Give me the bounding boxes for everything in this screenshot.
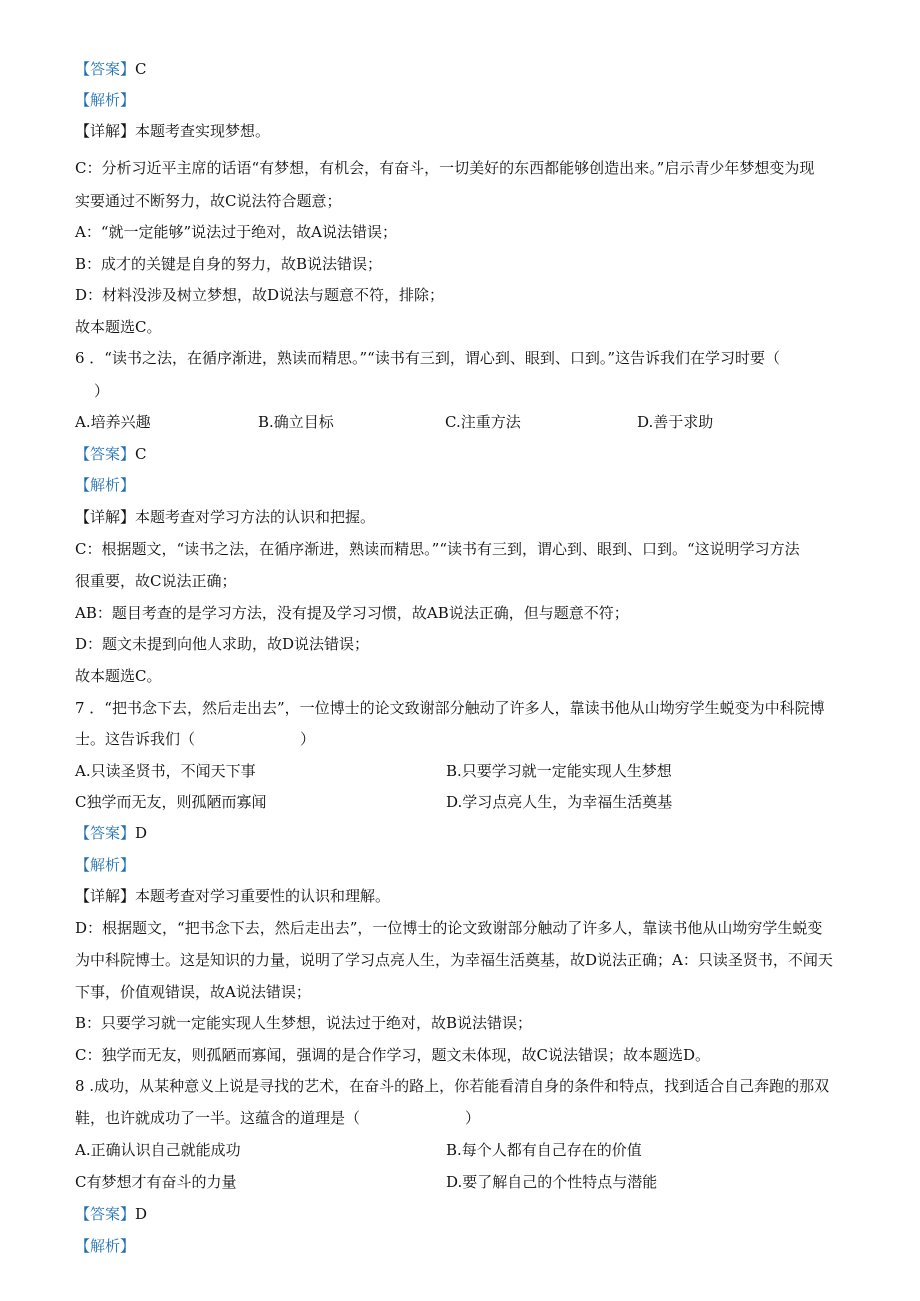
q5-detail: 本题考查实现梦想。 xyxy=(135,122,271,140)
q7-line-1: D：根据题文，“把书念下去，然后走出去”，一位博士的论文致谢部分触动了许多人，靠读书他从山坳穷学生蜕变 xyxy=(75,919,823,937)
q8-option-b: B.每个人都有自己存在的价值 xyxy=(446,1141,642,1159)
answer-tag: 【答案】 xyxy=(75,824,136,842)
q6-detail: 本题考查对学习方法的认识和把握。 xyxy=(135,508,376,526)
q8-answer: D xyxy=(135,1205,148,1223)
q8-option-c: C有梦想才有奋斗的力量 xyxy=(75,1173,237,1191)
analysis-tag: 【解析】 xyxy=(75,476,136,494)
q7-stem-2: 士。这告诉我们（ ） xyxy=(75,730,316,748)
q6-answer: C xyxy=(135,445,147,463)
q6-line-1: C：根据题文，“读书之法，在循序渐进，熟读而精思。”“读书有三到，谓心到、眼到、口到。“这说明学习方法 xyxy=(75,540,800,558)
q8-stem-2: 鞋，也许就成功了一半。这蕴含的道理是（ ） xyxy=(75,1109,481,1127)
detail-tag: 【详解】 xyxy=(75,508,136,526)
q6-analysis-row xyxy=(75,475,135,495)
detail-tag: 【详解】 xyxy=(75,122,136,140)
q5-detail-row xyxy=(75,121,270,141)
q7-line-4: B：只要学习就一定能实现人生梦想，说法过于绝对，故B说法错误； xyxy=(75,1014,533,1032)
q5-answer-row xyxy=(75,59,147,79)
q8-option-d: D.要了解自己的个性特点与潜能 xyxy=(446,1173,658,1191)
q6-answer-row xyxy=(75,444,147,464)
q8-option-a: A.正确认识自己就能成功 xyxy=(75,1141,241,1159)
q6-option-b: B.确立目标 xyxy=(258,413,334,431)
q7-answer: D xyxy=(135,824,148,842)
q6-option-c: C.注重方法 xyxy=(445,413,521,431)
answer-tag: 【答案】 xyxy=(75,445,136,463)
q7-answer-row xyxy=(75,823,147,843)
q7-stem-1: 7 ．“把书念下去，然后走出去”，一位博士的论文致谢部分触动了许多人，靠读书他从山坳穷学生蜕变为中科院博 xyxy=(75,699,825,717)
q6-line-5: 故本题选C。 xyxy=(75,667,162,685)
q5-line-1: C：分析习近平主席的话语“有梦想，有机会，有奋斗，一切美好的东西都能够创造出来。”启示青少年梦想变为现 xyxy=(75,159,815,177)
answer-tag: 【答案】 xyxy=(75,60,136,78)
q6-stem-2: ） xyxy=(94,382,110,400)
q7-line-5: C：独学而无友，则孤陋而寡闻，强调的是合作学习，题文未体现，故C说法错误；故本题选D。 xyxy=(75,1046,710,1064)
q6-stem-1: 6 ．“读书之法，在循序渐进，熟读而精思。”“读书有三到，谓心到、眼到、口到。”这告诉我们在学习时要（ xyxy=(75,349,780,367)
q5-line-2: 实要通过不断努力，故C说法符合题意； xyxy=(75,192,342,210)
q7-analysis-row xyxy=(75,855,135,875)
answer-tag: 【答案】 xyxy=(75,1205,136,1223)
q6-line-2: 很重要，故C说法正确； xyxy=(75,572,237,590)
q7-option-d: D.学习点亮人生，为幸福生活奠基 xyxy=(446,793,673,811)
analysis-tag: 【解析】 xyxy=(75,91,136,109)
q6-option-d: D.善于求助 xyxy=(637,413,714,431)
q5-answer: C xyxy=(135,60,147,78)
q7-line-3: 下事，价值观错误，故A说法错误； xyxy=(75,983,311,1001)
q7-option-a: A.只读圣贤书，不闻天下事 xyxy=(75,762,256,780)
q5-line-5: D：材料没涉及树立梦想，故D说法与题意不符，排除； xyxy=(75,286,445,304)
q7-option-b: B.只要学习就一定能实现人生梦想 xyxy=(446,762,672,780)
q6-detail-row xyxy=(75,507,375,527)
analysis-tag: 【解析】 xyxy=(75,1237,136,1255)
q7-option-c: C独学而无友，则孤陋而寡闻 xyxy=(75,793,267,811)
analysis-tag: 【解析】 xyxy=(75,856,136,874)
q5-line-3: A：“就一定能够”说法过于绝对，故A说法错误； xyxy=(75,223,398,241)
q8-analysis-row xyxy=(75,1236,135,1256)
q8-stem-1: 8 .成功，从某种意义上说是寻找的艺术，在奋斗的路上，你若能看清自身的条件和特点，找到适合自己奔跑的那双 xyxy=(75,1077,830,1095)
q5-analysis-row xyxy=(75,90,135,110)
q7-line-2: 为中科院博士。这是知识的力量，说明了学习点亮人生，为幸福生活奠基，故D说法正确；A：只读圣贤书，不闻天 xyxy=(75,951,833,969)
q5-line-4: B：成才的关键是自身的努力，故B说法错误； xyxy=(75,255,383,273)
q6-option-a: A.培养兴趣 xyxy=(75,413,151,431)
detail-tag: 【详解】 xyxy=(75,887,136,905)
q7-detail-row xyxy=(75,886,390,906)
q7-detail: 本题考查对学习重要性的认识和理解。 xyxy=(135,887,391,905)
q6-line-4: D：题文未提到向他人求助，故D说法错误； xyxy=(75,635,370,653)
q5-line-6: 故本题选C。 xyxy=(75,318,162,336)
q6-line-3: AB：题目考查的是学习方法，没有提及学习习惯，故AB说法正确，但与题意不符； xyxy=(75,604,629,622)
q8-answer-row xyxy=(75,1204,147,1224)
